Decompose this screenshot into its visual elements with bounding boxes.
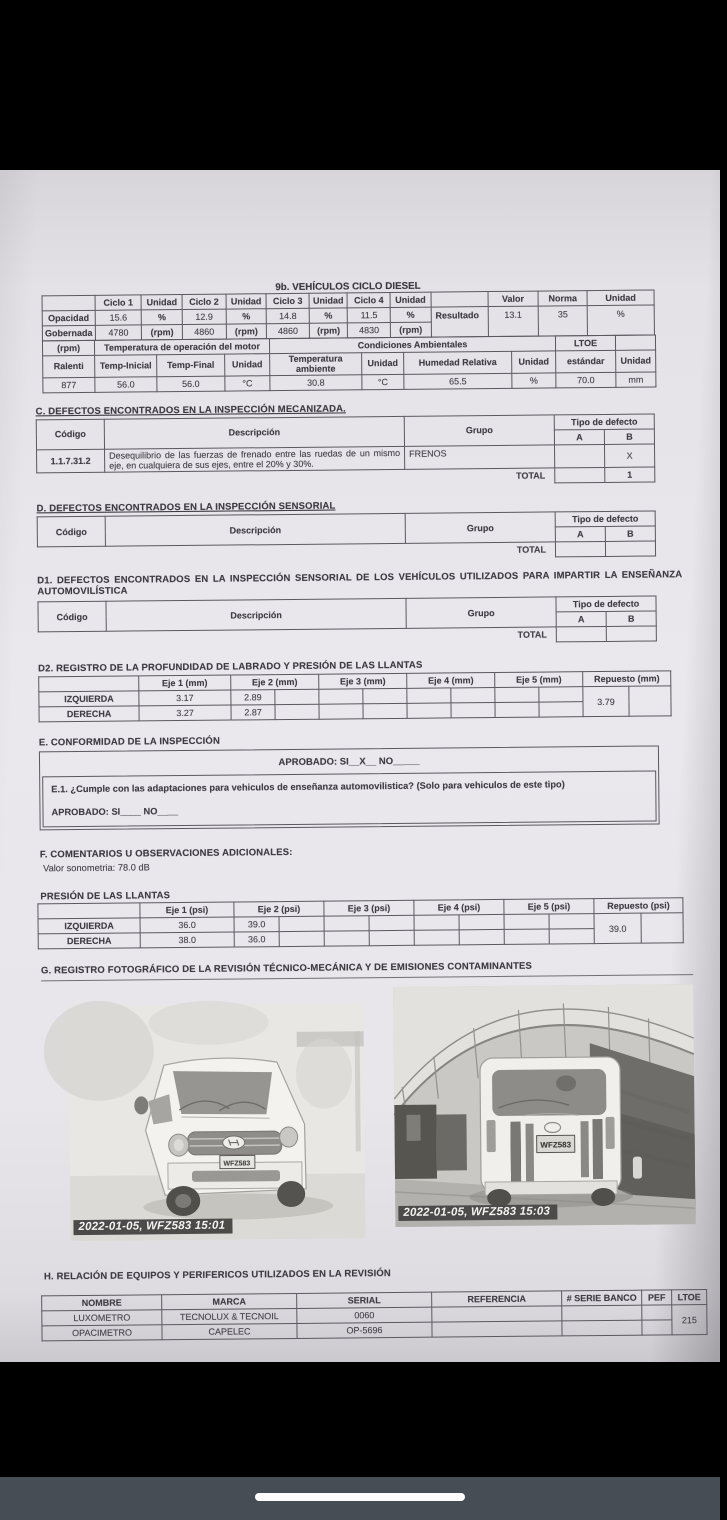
col-unidad: Unidad xyxy=(587,290,654,306)
tread-right-row: DERECHA 3.27 2.87 xyxy=(39,701,671,722)
section-e-title: E. CONFORMIDAD DE LA INSPECCIÓN xyxy=(38,736,221,749)
sonometry-comment: Valor sonometria: 78.0 dB xyxy=(42,862,150,874)
tire-pressure-table: Eje 1 (psi) Eje 2 (psi) Eje 3 (psi) Eje 4 (psi) Eje 5 (psi) Repuesto (psi) IZQUIERDA 36.0 39.0 39.0 DERECHA 38.0 36.0 xyxy=(37,898,683,950)
gesture-nav-bar xyxy=(0,1477,720,1520)
vehicle-photo-front xyxy=(68,1004,365,1242)
pressure-spare-value: 39.0 xyxy=(594,913,641,943)
temp-operacion-header: Temperatura de operación del motor xyxy=(94,339,269,356)
tread-spare-value: 3.79 xyxy=(583,687,629,717)
home-indicator[interactable] xyxy=(255,1493,465,1501)
tire-pressure-title: PRESIÓN DE LAS LLANTAS xyxy=(40,890,171,903)
resultado-valor: 13.1 xyxy=(488,306,539,336)
front-plate-text: WFZ583 xyxy=(223,1160,251,1169)
ralenti-value: 877 xyxy=(43,377,95,392)
section-d-table: Código Descripción Grupo Tipo de defecto A B TOTAL xyxy=(37,511,656,563)
section-h-title: H. RELACIÓN DE EQUIPOS Y PERIFERICOS UTILIZADOS EN LA REVISIÓN xyxy=(43,1268,391,1283)
e1-aprobado-line: APROBADO: SI____ NO____ xyxy=(51,806,179,818)
aprobado-line: APROBADO: SI__X__ NO_____ xyxy=(278,756,420,769)
equipment-row: OPACIMETRO CAPELEC OP-5696 xyxy=(42,1320,707,1341)
total-label: TOTAL xyxy=(516,470,546,482)
inspection-report-page xyxy=(0,166,727,1385)
equipment-ltoe-value: 215 xyxy=(672,1305,707,1335)
photo-timestamp: 2022-01-05, WFZ583 15:01 xyxy=(73,1219,232,1236)
rear-plate-text: WFZ583 xyxy=(540,1140,572,1150)
photo-register xyxy=(41,984,703,1244)
section-c-table: Código Descripción Grupo Tipo de defecto A B 1.1.7.31.2 Desequilibrio de las fuerzas de frenado entre las ruedas de un mismo eje, en cualquiera de sus ejes, entre el 20% y 30%. FRENOS X TOTAL 1 xyxy=(36,413,656,489)
van-front-illustration xyxy=(68,1004,365,1242)
document-photo xyxy=(0,170,720,1362)
resultado-unidad: % xyxy=(587,305,654,336)
e1-question: E.1. ¿Cumple con las adaptaciones para vehiculos de enseñanza automovilistica? (Solo para vehiculos de este tipo) xyxy=(51,779,565,795)
col-ciclo4: Ciclo 4 xyxy=(347,293,390,308)
total-label: TOTAL xyxy=(516,544,547,556)
resultado-norma: 35 xyxy=(538,306,587,336)
conformidad-box xyxy=(39,746,660,831)
resultado-label: Resultado xyxy=(431,307,488,338)
gobernada-row: Gobernada 4780 (rpm) 4860 (rpm) 4860 (rpm) 4830 (rpm) xyxy=(42,320,654,341)
opacidad-row: Opacidad 15.6 % 12.9 % 14.8 % 11.5 % Resultado 13.1 35 % xyxy=(42,305,654,326)
col-ciclo2: Ciclo 2 xyxy=(182,294,226,309)
diesel-emissions-table: Ciclo 1 Unidad Ciclo 2 Unidad Ciclo 3 Unidad Ciclo 4 Unidad Valor Norma Unidad Opacidad 15.6 % 12.9 % 14.8 % 11.5 % Resultado 13.1 35 % Gobernada 4780 (rpm) 4860 (rpm) 4860 (rpm) 4830 (rpm) xyxy=(42,289,655,341)
section-c-title: C. DEFECTOS ENCONTRADOS EN LA INSPECCIÓN MECANIZADA. xyxy=(35,403,346,418)
col-valor: Valor xyxy=(488,291,539,306)
section-d-title: D. DEFECTOS ENCONTRADOS EN LA INSPECCIÓN SENSORIAL xyxy=(36,500,336,515)
bottom-letterbox xyxy=(0,1362,720,1477)
top-letterbox xyxy=(0,0,720,170)
col-ciclo3: Ciclo 3 xyxy=(266,293,309,308)
motor-conditions-table: (rpm) Temperatura de operación del motor Condiciones Ambientales LTOE Ralenti Temp-Inicial Temp-Final Unidad Temperatura ambiente Unidad Humedad Relativa Unidad estándar Unidad 877 56.0 56.0 °C 30.8 °C 65.5 % 70.0 mm xyxy=(42,334,656,393)
pressure-left-row: IZQUIERDA 36.0 39.0 39.0 xyxy=(38,913,683,934)
equipment-row: LUXOMETRO TECNOLUX & TECNOIL 0060 215 xyxy=(42,1305,707,1326)
rpm-label: (rpm) xyxy=(42,340,94,355)
ltoe-header: LTOE xyxy=(555,335,615,351)
van-rear-illustration xyxy=(393,985,695,1228)
col-ciclo1: Ciclo 1 xyxy=(95,295,142,310)
e1-box xyxy=(42,771,656,828)
col-norma: Norma xyxy=(538,291,587,306)
diesel-table-title: 9b. VEHÍCULOS CICLO DIESEL xyxy=(275,280,421,294)
ralenti-label: Ralenti xyxy=(43,355,95,377)
tread-left-row: IZQUIERDA 3.17 2.89 3.79 xyxy=(39,686,671,707)
defect-row: 1.1.7.31.2 Desequilibrio de las fuerzas de frenado entre las ruedas de un mismo eje, en cualquiera de sus ejes, entre el 20% y 30%. FRENOS X xyxy=(37,444,655,474)
section-d1-title: D1. DEFECTOS ENCONTRADOS EN LA INSPECCIÓN SENSORIAL DE LOS VEHÍCULOS UTILIZADOS PARA IMPARTIR LA ENSEÑANZA AUTOMOVILÍSTICA xyxy=(37,569,683,598)
section-f-title: F. COMENTARIOS U OBSERVACIONES ADICIONALES: xyxy=(39,847,293,861)
section-d1-table: Código Descripción Grupo Tipo de defecto A B TOTAL xyxy=(37,596,656,648)
equipment-table: NOMBRE MARCA SERIAL REFERENCIA # SERIE BANCO PEF LTOE LUXOMETRO TECNOLUX & TECNOIL 0060 215 OPACIMETRO CAPELEC OP-5696 xyxy=(41,1289,707,1341)
total-label: TOTAL xyxy=(517,629,547,641)
pressure-right-row: DERECHA 38.0 36.0 xyxy=(38,928,683,949)
tread-depth-table: Eje 1 (mm) Eje 2 (mm) Eje 3 (mm) Eje 4 (mm) Eje 5 (mm) Repuesto (mm) IZQUIERDA 3.17 2.89 3.79 DERECHA 3.27 2.87 xyxy=(38,671,671,723)
photo-timestamp: 2022-01-05, WFZ583 15:03 xyxy=(398,1205,557,1222)
section-g-title: G. REGISTRO FOTOGRÁFICO DE LA REVISIÓN TÉCNICO-MECÁNICA Y DE EMISIONES CONTAMINANTES xyxy=(40,961,533,977)
vehicle-photo-rear xyxy=(393,985,695,1228)
condiciones-ambientales-header: Condiciones Ambientales xyxy=(269,336,555,354)
section-d2-title: D2. REGISTRO DE LA PROFUNDIDAD DE LABRADO Y PRESIÓN DE LAS LLANTAS xyxy=(38,660,423,675)
